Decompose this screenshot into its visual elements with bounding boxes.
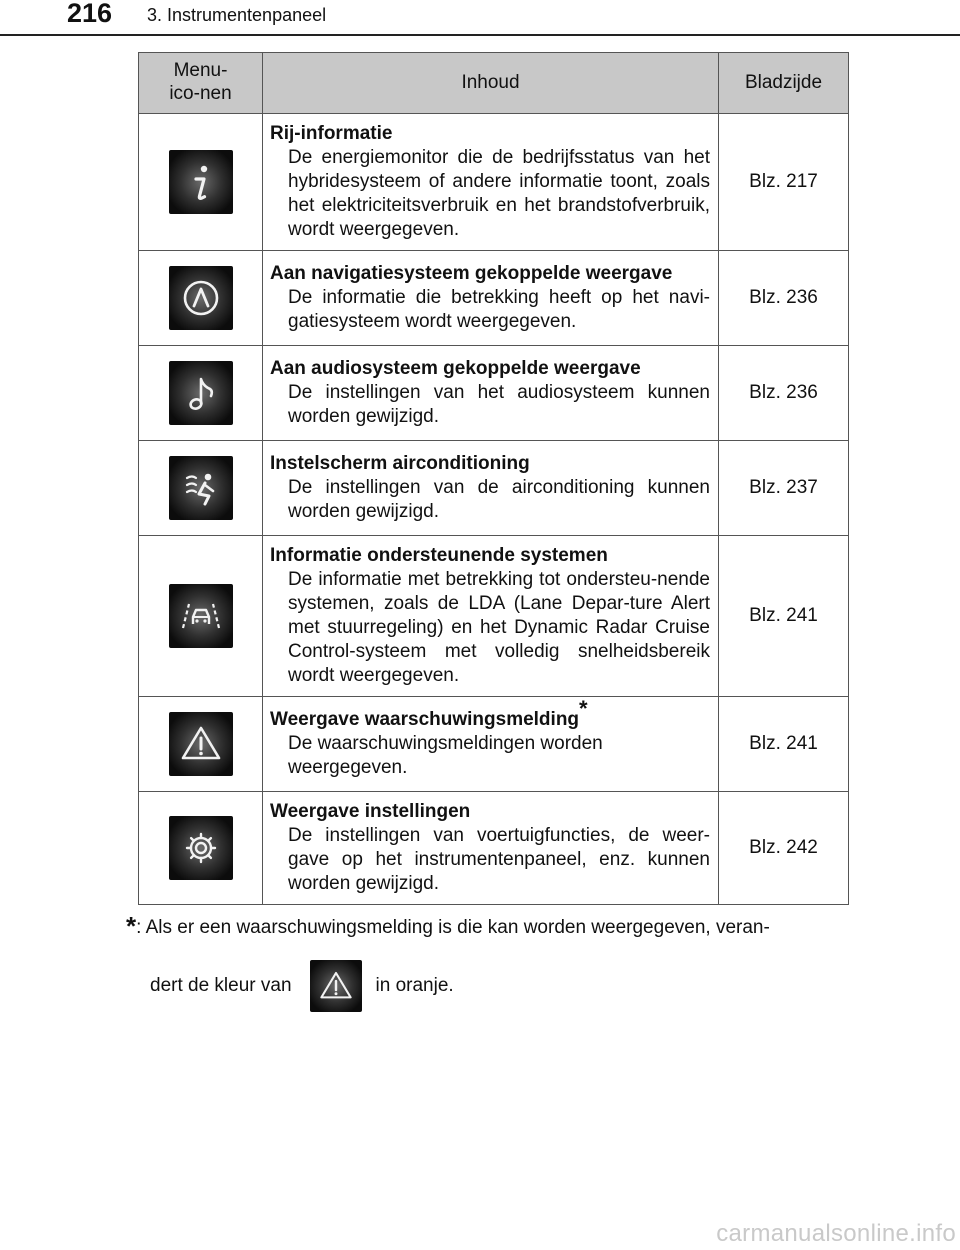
page-number: 216 xyxy=(67,0,113,28)
driving-support-icon xyxy=(169,584,233,648)
footnote-text: : Als er een waarschuwingsmelding is die kan worden weergegeven, veran- xyxy=(136,917,770,938)
row-title: Aan audiosysteem gekoppelde weergave xyxy=(270,358,641,379)
footnote xyxy=(126,911,866,941)
warning-icon xyxy=(310,960,362,1012)
footnote-text-before-icon: dert de kleur van xyxy=(150,975,292,996)
table-row xyxy=(139,346,849,441)
header-divider xyxy=(0,34,960,36)
table-row xyxy=(139,792,849,905)
page-reference: Blz. 242 xyxy=(719,792,849,905)
table-header-row xyxy=(139,53,849,114)
page-reference: Blz. 241 xyxy=(719,697,849,792)
settings-gear-icon xyxy=(169,816,233,880)
row-title: Instelscherm airconditioning xyxy=(270,453,530,474)
row-description: De instellingen van voertuigfuncties, de weer-gave op het instrumentenpaneel, enz. kunnen worden gewijzigd. xyxy=(288,825,710,894)
table-row xyxy=(139,251,849,346)
navigation-icon xyxy=(169,266,233,330)
footnote-continuation xyxy=(150,954,454,1018)
chapter-title: 3. Instrumentenpaneel xyxy=(147,5,327,25)
footnote-marker: * xyxy=(579,695,588,721)
column-header-icons: Menu-ico-nen xyxy=(139,53,263,114)
table-row xyxy=(139,114,849,251)
footnote-marker: * xyxy=(126,911,137,941)
page-reference: Blz. 237 xyxy=(719,441,849,536)
page-reference: Blz. 236 xyxy=(719,346,849,441)
table-row xyxy=(139,536,849,697)
page-reference: Blz. 241 xyxy=(719,536,849,697)
audio-note-icon xyxy=(169,361,233,425)
row-title: Informatie ondersteunende systemen xyxy=(270,545,608,566)
footnote-text-after-icon: in oranje. xyxy=(375,975,454,996)
table-row xyxy=(139,697,849,792)
air-conditioning-icon xyxy=(169,456,233,520)
row-title: Weergave waarschuwingsmelding xyxy=(270,709,580,730)
warning-icon xyxy=(169,712,233,776)
page-reference: Blz. 217 xyxy=(719,114,849,251)
row-description: De energiemonitor die de bedrijfsstatus van het hybridesysteem of andere informatie toont, zoals het elektriciteitsverbruik en het brandstofverbruik, wordt weergegeven. xyxy=(288,147,710,240)
row-description: De instellingen van de airconditioning kunnen worden gewijzigd. xyxy=(288,477,710,522)
row-title: Weergave instellingen xyxy=(270,801,471,822)
row-description: De informatie met betrekking tot ondersteu-nende systemen, zoals de LDA (Lane Depar-ture Alert met stuurregeling) en het Dynamic Radar Cruise Control-systeem met volledig snelheidsbereik wordt weergegeven. xyxy=(288,569,710,686)
row-title: Rij-informatie xyxy=(270,123,393,144)
watermark: carmanualsonline.info xyxy=(716,1220,956,1247)
row-title: Aan navigatiesysteem gekoppelde weergave xyxy=(270,263,673,284)
column-header-page: Bladzijde xyxy=(719,53,849,114)
page-header xyxy=(0,0,960,40)
row-description: De instellingen van het audiosysteem kunnen worden gewijzigd. xyxy=(288,382,710,427)
table-row xyxy=(139,441,849,536)
row-description: De informatie die betrekking heeft op het navi-gatiesysteem wordt weergegeven. xyxy=(288,287,710,332)
column-header-content: Inhoud xyxy=(263,53,719,114)
menu-icons-table xyxy=(138,52,849,905)
page-reference: Blz. 236 xyxy=(719,251,849,346)
row-description: De waarschuwingsmeldingen worden weergegeven. xyxy=(288,733,603,778)
info-icon xyxy=(169,150,233,214)
